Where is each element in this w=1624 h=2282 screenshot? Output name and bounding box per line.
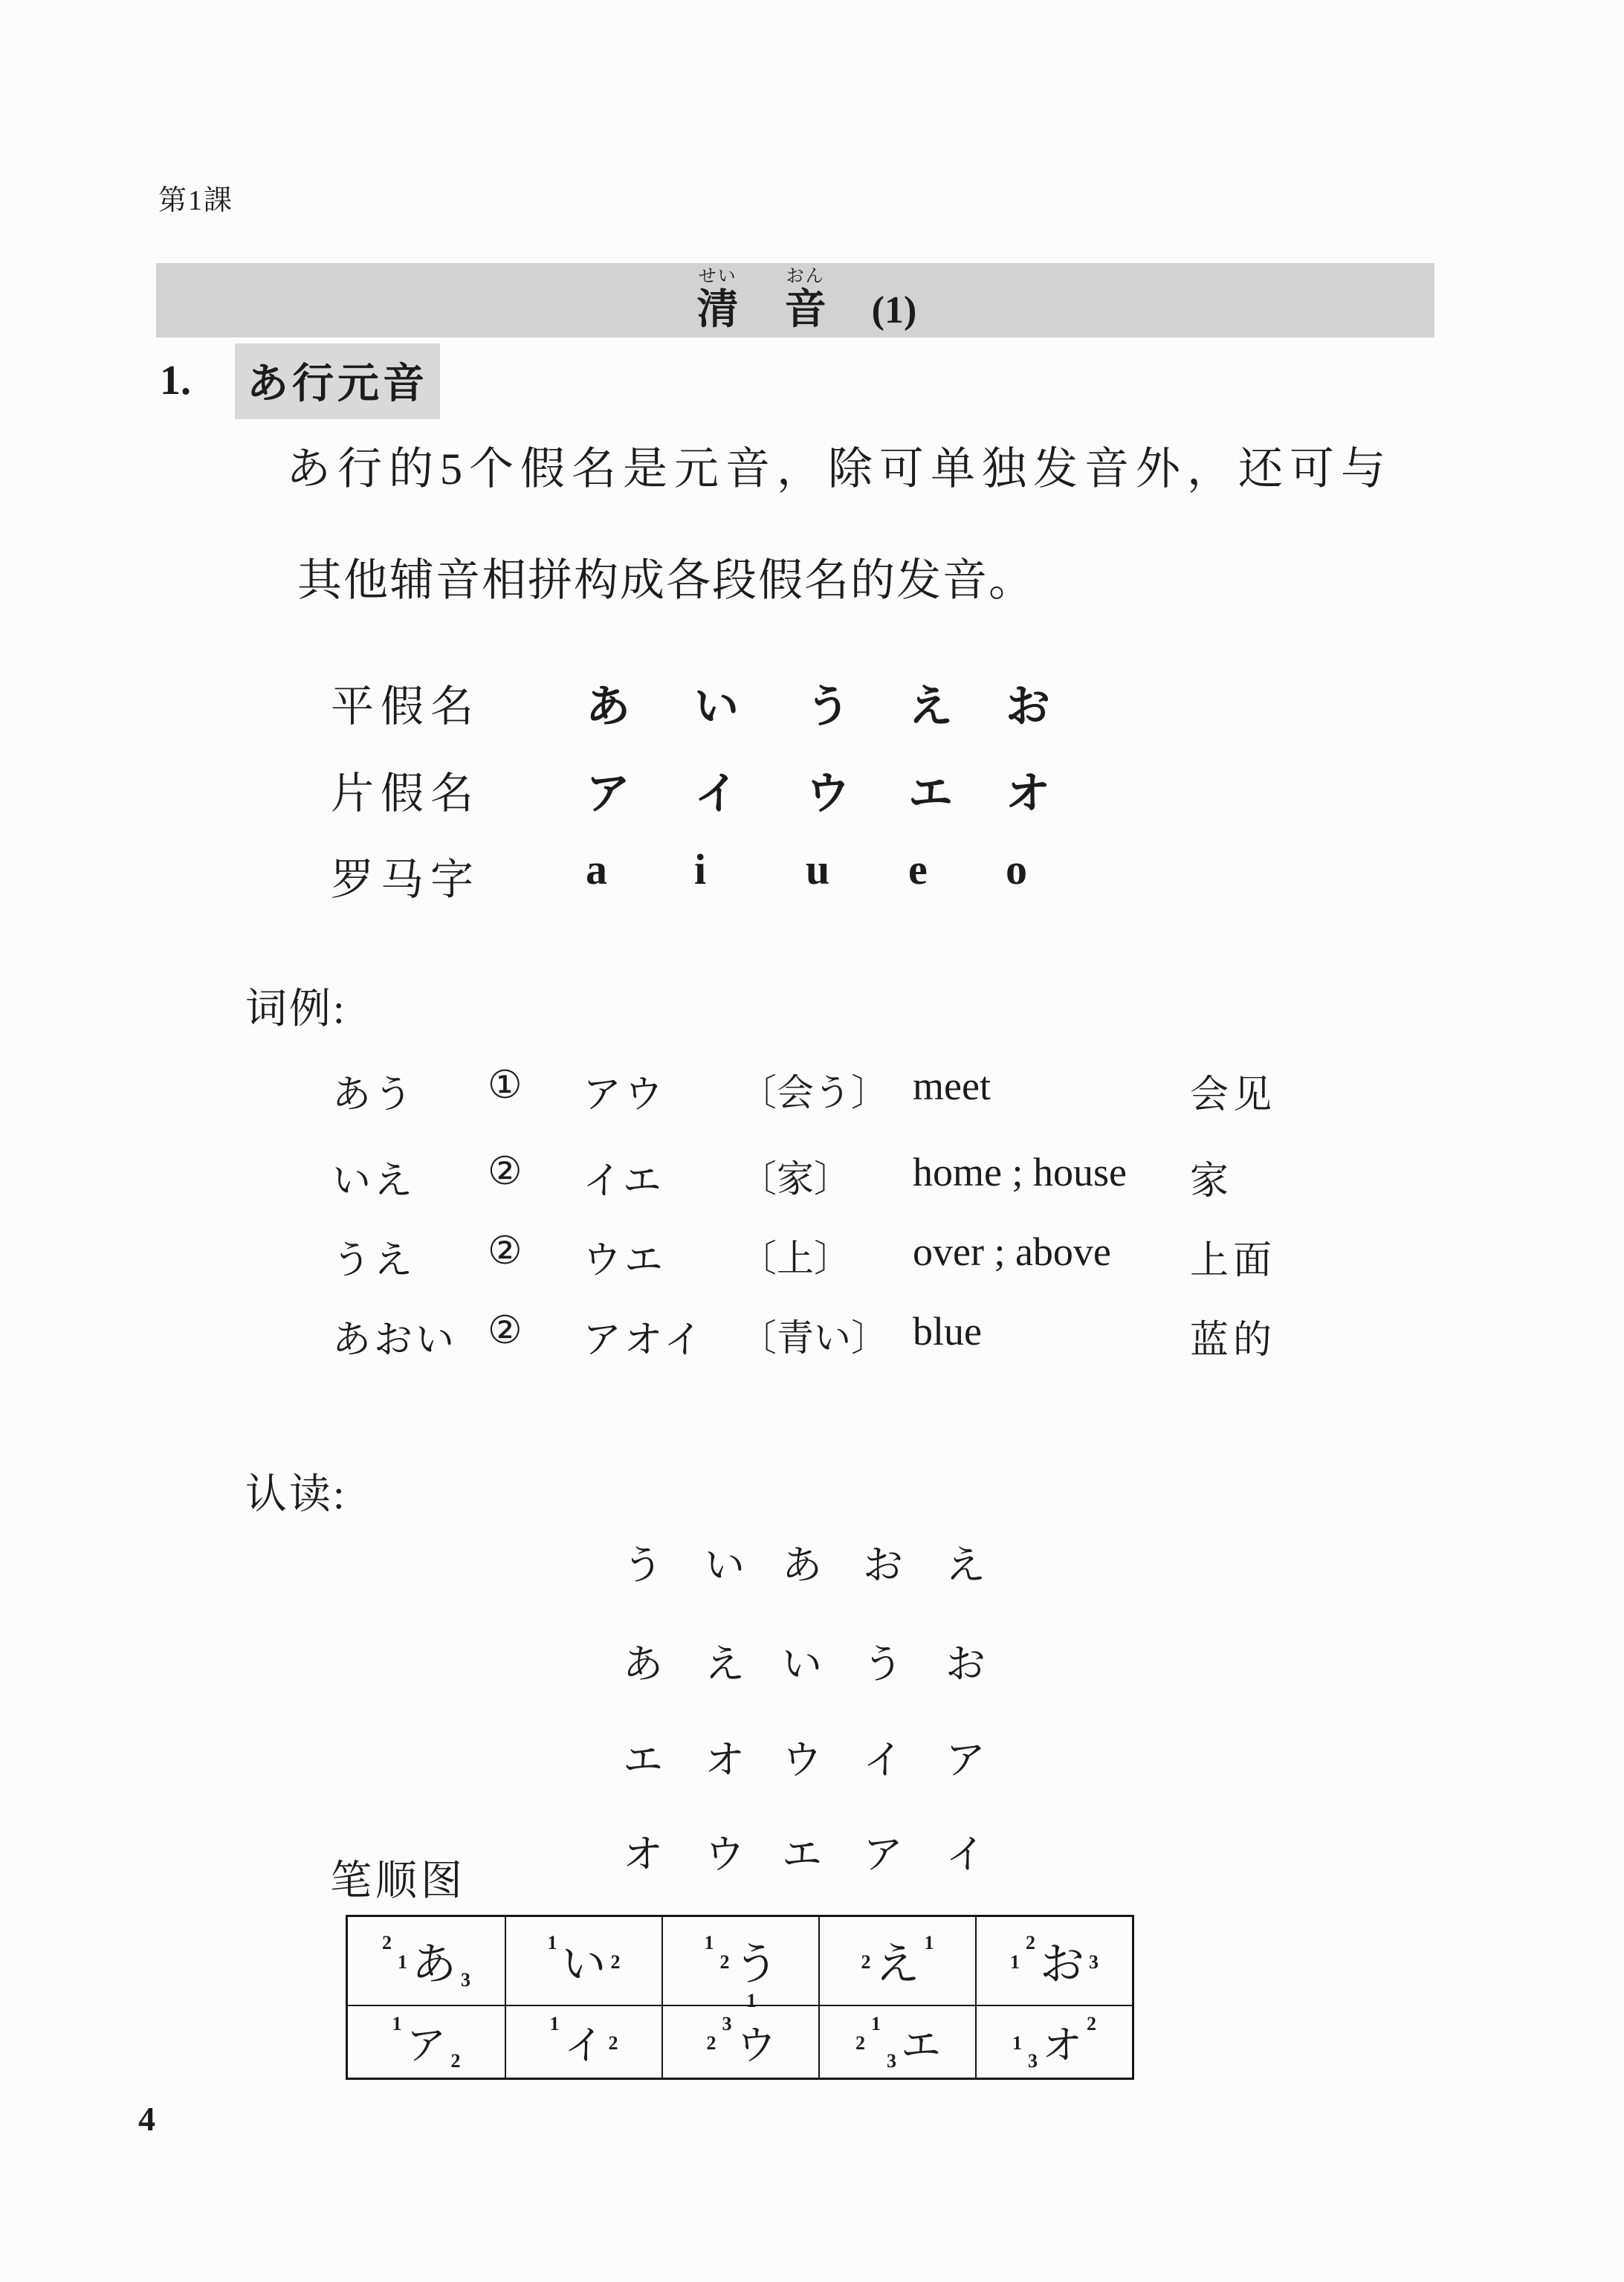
example-accent: ① (488, 1064, 523, 1107)
reading-kana: う (863, 1642, 903, 1687)
example-accent: ② (488, 1230, 523, 1273)
example-kana: あう (332, 1074, 416, 1116)
stroke-number: 3 (887, 2050, 896, 2072)
romaji-cell: u (806, 845, 830, 893)
example-chinese: 会见 (1190, 1074, 1277, 1116)
reading-kana: あ (623, 1642, 663, 1687)
intro-paragraph-line-2: 其他辅音相拼构成各段假名的发音。 (297, 556, 1035, 605)
romaji-cell: o (1006, 845, 1027, 893)
example-chinese: 家 (1190, 1160, 1234, 1203)
title-char-on: 音 (784, 287, 826, 333)
stroke-number: 2 (855, 2032, 865, 2054)
furigana-sei: せい (698, 267, 737, 286)
reading-row (0, 1632, 1624, 1687)
stroke-number-top: 1 (746, 1989, 757, 2011)
reading-kana: お (863, 1543, 903, 1588)
reading-row (0, 1533, 1624, 1588)
stroke-cell-u-kata (661, 1989, 818, 2078)
title-char-sei: 清 (696, 287, 739, 333)
example-row (0, 1229, 1624, 1282)
reading-kana: ウ (705, 1832, 745, 1877)
romaji-cell: a (586, 845, 607, 893)
kana-cell: お (1006, 682, 1050, 731)
stroke-chart-table (346, 1915, 1134, 2080)
stroke-chart-label: 笔顺图 (330, 1858, 466, 1904)
stroke-cell-u-hira (661, 1917, 818, 2005)
stroke-char: あ (412, 1940, 456, 1989)
title-suffix: (1) (871, 289, 917, 332)
example-kanji: 〔会う〕 (740, 1072, 888, 1113)
reading-kana: え (945, 1543, 986, 1588)
kana-row-katakana (0, 758, 1624, 821)
intro-paragraph-line-1: あ行的5个假名是元音，除可单独发音外，还可与 (286, 445, 1392, 494)
lesson-header: 第1課 (158, 185, 234, 216)
example-kanji: 〔青い〕 (740, 1317, 888, 1359)
example-chinese: 上面 (1190, 1240, 1277, 1282)
section-title-highlighted: あ行元音 (235, 343, 440, 419)
example-english: over ; above (913, 1229, 1111, 1274)
kana-row-romaji (0, 844, 1624, 907)
kana-row-label: 平假名 (331, 682, 481, 731)
stroke-cell-a-hira (348, 1917, 505, 2005)
example-row (0, 1149, 1624, 1203)
stroke-char: ウ (736, 2023, 777, 2068)
reading-kana: ウ (782, 1738, 822, 1782)
reading-kana: あ (782, 1543, 822, 1588)
reading-kana: オ (705, 1738, 745, 1782)
kana-cell: イ (694, 769, 739, 818)
reading-kana: ア (863, 1832, 903, 1877)
stroke-char: い (561, 1940, 606, 1989)
example-katakana: ウエ (583, 1240, 667, 1282)
stroke-number: 2 (450, 2050, 461, 2072)
example-accent: ② (488, 1151, 523, 1193)
kana-row-label: 罗马字 (331, 856, 481, 904)
example-katakana: アオイ (583, 1319, 705, 1362)
section-number: 1. (160, 358, 191, 404)
kana-cell: エ (908, 769, 953, 818)
kana-row-label: 片假名 (331, 769, 481, 818)
reading-kana: エ (623, 1738, 663, 1782)
kana-cell: う (806, 682, 850, 731)
title-ruby-on (785, 267, 826, 333)
stroke-char: お (1040, 1940, 1084, 1989)
reading-label: 认读: (245, 1472, 347, 1518)
furigana-on: おん (786, 267, 825, 286)
stroke-cell-o-hira (975, 1917, 1132, 2005)
title-bar (156, 263, 1434, 337)
stroke-number: 2 (706, 2032, 716, 2054)
stroke-char: オ (1042, 2023, 1082, 2068)
stroke-number: 1 (1012, 2032, 1022, 2054)
reading-kana: ア (945, 1738, 986, 1782)
kana-cell: あ (586, 682, 630, 731)
example-row (0, 1308, 1624, 1362)
stroke-char-wrap (735, 1989, 778, 2071)
stroke-number: 3 (1089, 1951, 1099, 1973)
reading-kana: う (623, 1543, 663, 1588)
example-katakana: イエ (583, 1160, 664, 1203)
stroke-number: 2 (719, 1951, 730, 1973)
stroke-number: 2 (382, 1932, 392, 1953)
examples-label: 词例: (245, 986, 347, 1032)
stroke-number: 1 (547, 1932, 557, 1953)
stroke-char: ア (406, 2023, 447, 2068)
romaji-cell: i (694, 845, 707, 893)
stroke-number: 1 (392, 2013, 402, 2034)
stroke-chart-row-katakana (348, 1989, 1132, 2078)
reading-kana: い (782, 1642, 822, 1687)
stroke-number: 2 (1087, 2013, 1096, 2034)
kana-cell: ウ (806, 769, 850, 818)
reading-kana: イ (945, 1832, 986, 1877)
stroke-char: う (734, 1940, 779, 1989)
stroke-number: 3 (722, 2013, 732, 2034)
stroke-cell-o-kata (975, 2006, 1132, 2078)
stroke-char: え (875, 1940, 920, 1989)
example-kana: あおい (332, 1319, 458, 1362)
stroke-number: 2 (1026, 1932, 1035, 1953)
stroke-number: 1 (398, 1951, 407, 1973)
reading-kana: え (705, 1642, 745, 1687)
stroke-cell-e-hira (818, 1917, 975, 2005)
example-katakana: アウ (583, 1074, 667, 1116)
reading-row (0, 1823, 1624, 1877)
reading-row (0, 1728, 1624, 1782)
reading-kana: オ (623, 1832, 663, 1877)
stroke-cell-e-kata (818, 2006, 975, 2078)
example-kana: いえ (332, 1160, 416, 1203)
stroke-char: イ (563, 2023, 604, 2068)
kana-cell: ア (586, 769, 630, 818)
example-kanji: 〔家〕 (740, 1158, 851, 1200)
reading-kana: い (705, 1543, 745, 1588)
kana-cell: え (908, 682, 953, 731)
reading-kana: お (945, 1642, 986, 1687)
title-bar-content (156, 263, 1434, 333)
stroke-cell-a-kata (348, 2006, 505, 2078)
stroke-cell-i-kata (505, 2006, 661, 2078)
stroke-number: 1 (704, 1932, 714, 1953)
title-ruby-sei (697, 267, 739, 333)
kana-cell: い (694, 682, 739, 731)
example-kana: うえ (332, 1240, 416, 1282)
stroke-number: 3 (461, 1969, 470, 1991)
example-english: home ; house (913, 1150, 1127, 1195)
example-chinese: 蓝的 (1190, 1319, 1277, 1362)
stroke-number: 1 (924, 1932, 934, 1953)
stroke-char: エ (901, 2023, 941, 2068)
kana-row-hiragana (0, 671, 1624, 734)
stroke-chart-row-hiragana (348, 1917, 1132, 2005)
example-english: blue (913, 1309, 982, 1354)
stroke-number: 1 (871, 2013, 881, 2034)
example-row (0, 1063, 1624, 1116)
reading-kana: イ (863, 1738, 903, 1782)
reading-kana: エ (782, 1832, 822, 1877)
stroke-number: 2 (861, 1951, 871, 1973)
kana-cell: オ (1006, 769, 1050, 818)
example-accent: ② (488, 1310, 523, 1352)
example-english: meet (913, 1064, 991, 1108)
stroke-number: 3 (1028, 2050, 1038, 2072)
example-kanji: 〔上〕 (740, 1238, 851, 1279)
stroke-number: 2 (610, 1951, 621, 1973)
page-number: 4 (138, 2100, 155, 2138)
stroke-cell-i-hira (505, 1917, 661, 2005)
stroke-number: 1 (1010, 1951, 1020, 1973)
romaji-cell: e (908, 845, 928, 893)
stroke-number: 1 (549, 2013, 560, 2034)
stroke-number: 2 (608, 2032, 618, 2054)
